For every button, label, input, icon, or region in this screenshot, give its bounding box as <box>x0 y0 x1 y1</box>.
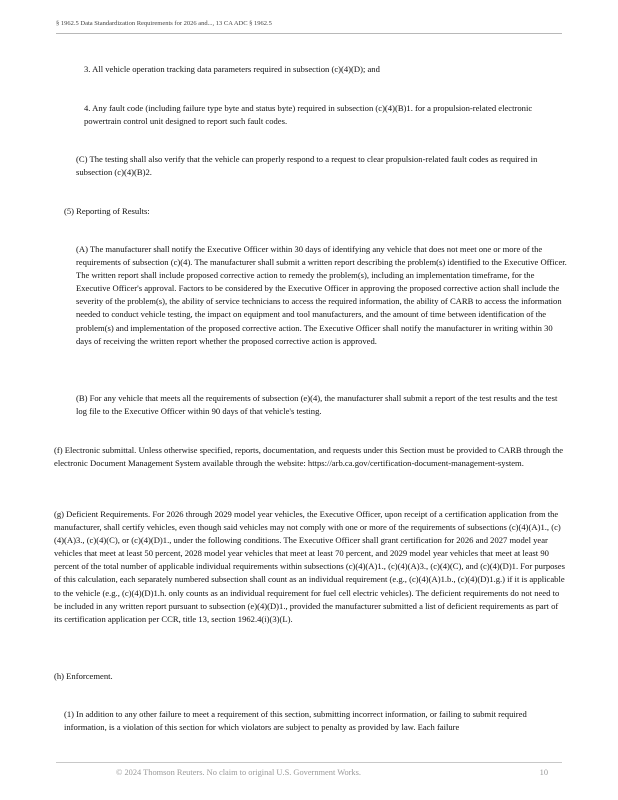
running-header: § 1962.5 Data Standardization Requirements for 2026 and..., 13 CA ADC § 1962.5 <box>56 20 272 27</box>
paragraph-g: (g) Deficient Requirements. For 2026 through 2029 model year vehicles, the Executive Officer, upon receipt of a certification application from the manufacturer, shall certify vehicles, even though said vehicles may not comply with one or more of the requirements of subsections (c)(4)(A)1., (c)(4)(A)3., (c)(4)(C), or (c)(4)(D)1., under the following conditions. The Executive Officer shall grant certification for 2026 and 2027 model year vehicles that meet at least 50 percent, 2028 model year vehicles that meet at least 70 percent, and 2029 model year vehicles that meet at least 90 percent of the total number of applicable individual requirements within subsections (c)(4)(A)1., (c)(4)(A)3., (c)(4)(C), and (c)(4)(D)1. For purposes of this calculation, each separately numbered subsection shall count as an individual requirement (e.g., (c)(4)(A)1.b., (c)(4)(D)1.g.) if it is applicable to the vehicle (e.g., (c)(4)(D)1.h. only counts as an individual requirement for fuel cell electric vehicles). The deficient requirements do not need to be included in any written report pursuant to subsection (e)(4)(D)1., provided the manufacturer submitted a list of deficient requirements as part of its certification application per CCR, title 13, section 1962.4(i)(3)(L). <box>54 509 565 624</box>
paragraph-a: (A) The manufacturer shall notify the Executive Officer within 30 days of identifying any vehicle that does not meet one or more of the requirements of subsection (c)(4). The manufacturer shall submit a written report describing the problem(s) identified to the Executive Officer. The written report shall include proposed corrective action to remedy the problem(s), including an implementation timeframe, for the Executive Officer's approval. Factors to be considered by the Executive Officer in approving the proposed corrective action shall include the severity of the problem(s), the ability of service technicians to access the required information, the ability of CARB to access the information needed to conduct vehicle testing, the impact on equipment and tool manufacturers, and the amount of time between identification of the problem(s) and implementation of the proposed corrective action. The Executive Officer shall notify the manufacturer in writing within 30 days of receiving the written report whether the proposed corrective action is approved. <box>76 244 567 346</box>
page-number: 10 <box>539 768 548 777</box>
paragraph-b: (B) For any vehicle that meets all the requirements of subsection (e)(4), the manufacturer shall submit a report of the test results and the test log file to the Executive Officer within 90 days of that vehicle's testing. <box>76 393 558 417</box>
paragraph-c: (C) The testing shall also verify that the vehicle can properly respond to a request to clear propulsion-related fault codes as required in subsection (c)(4)(B)2. <box>76 154 538 178</box>
header-divider <box>56 33 562 34</box>
paragraph-1: (1) In addition to any other failure to meet a requirement of this section, submitting incorrect information, or failing to submit required information, is a violation of this section for which violators are subject to penalty as provided by law. Each failure <box>64 709 527 733</box>
paragraph-item-3: 3. All vehicle operation tracking data parameters required in subsection (c)(4)(D); and <box>84 64 380 74</box>
footer-divider <box>56 762 562 763</box>
paragraph-item-4: 4. Any fault code (including failure type byte and status byte) required in subsection (c)(4)(B)1. for a propulsion-related electronic powertrain control unit designed to report such fault codes. <box>84 103 533 127</box>
footer-copyright: © 2024 Thomson Reuters. No claim to original U.S. Government Works. <box>116 768 361 777</box>
paragraph-h-heading: (h) Enforcement. <box>54 671 113 681</box>
paragraph-5-heading: (5) Reporting of Results: <box>64 206 150 216</box>
paragraph-f: (f) Electronic submittal. Unless otherwise specified, reports, documentation, and requests under this Section must be provided to CARB through the electronic Document Management System available through the website: https://arb.ca.gov/certification-document-management-system. <box>54 445 564 469</box>
